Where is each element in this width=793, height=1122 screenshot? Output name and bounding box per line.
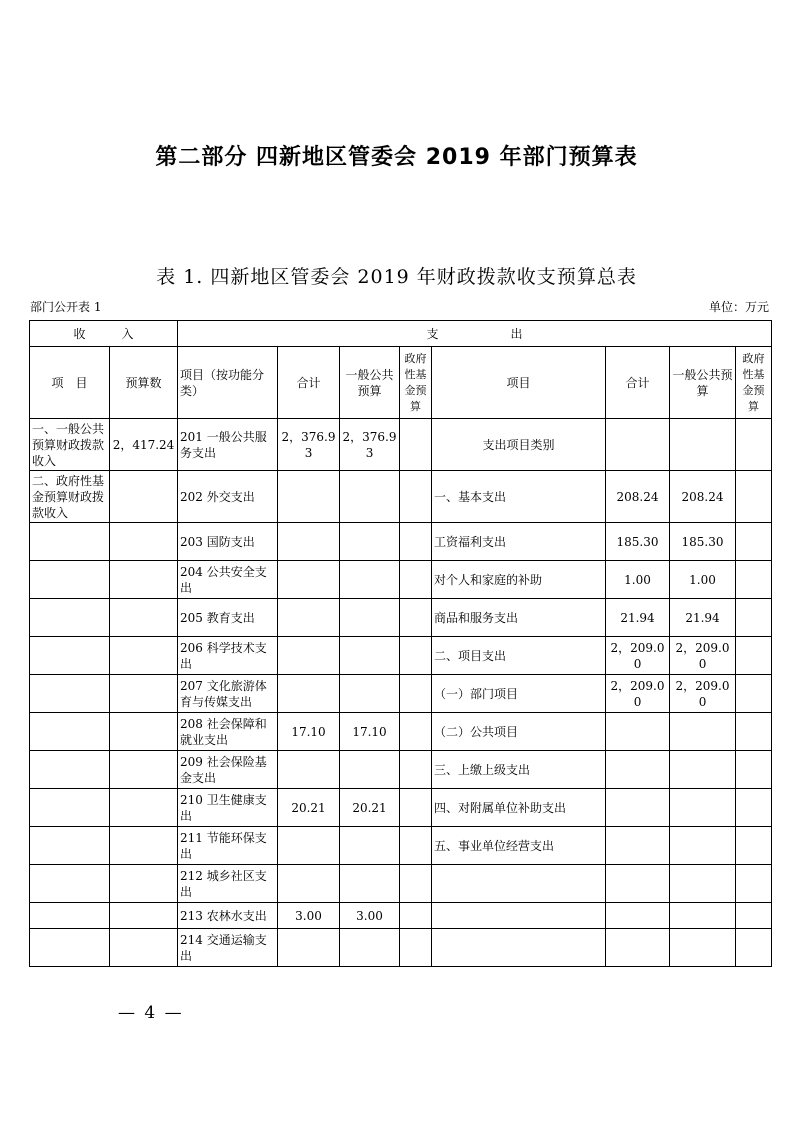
table-row — [30, 419, 772, 471]
cell-func-fund — [400, 471, 432, 523]
column-header-row — [30, 347, 772, 419]
table-row — [30, 827, 772, 865]
cell-econ-general — [670, 751, 736, 789]
cell-econ-item: （二）公共项目 — [432, 713, 606, 751]
cell-econ-item — [432, 929, 606, 967]
cell-func-item: 202 外交支出 — [178, 471, 278, 523]
cell-econ-general: 21.94 — [670, 599, 736, 637]
cell-econ-fund — [736, 419, 772, 471]
page-number: — 4 — — [118, 1003, 184, 1023]
cell-func-fund — [400, 599, 432, 637]
table-row — [30, 561, 772, 599]
cell-func-item: 205 教育支出 — [178, 599, 278, 637]
cell-func-general: 3.00 — [340, 903, 400, 929]
cell-func-item: 211 节能环保支出 — [178, 827, 278, 865]
table-row — [30, 523, 772, 561]
cell-income-amount — [110, 471, 178, 523]
cell-econ-fund — [736, 599, 772, 637]
cell-econ-general: 208.24 — [670, 471, 736, 523]
cell-econ-fund — [736, 523, 772, 561]
cell-func-general — [340, 471, 400, 523]
cell-income-item — [30, 751, 110, 789]
table-title: 表 1. 四新地区管委会 2019 年财政拨款收支预算总表 — [156, 266, 637, 288]
cell-econ-item: 支出项目类别 — [432, 419, 606, 471]
cell-func-item: 206 科学技术支出 — [178, 637, 278, 675]
cell-income-item — [30, 789, 110, 827]
cell-econ-fund — [736, 929, 772, 967]
cell-func-total: 17.10 — [278, 713, 340, 751]
cell-income-amount — [110, 637, 178, 675]
cell-income-item — [30, 675, 110, 713]
cell-income-item — [30, 713, 110, 751]
form-number: 部门公开表 1 — [30, 300, 102, 314]
cell-econ-general — [670, 713, 736, 751]
cell-econ-total — [606, 903, 670, 929]
cell-func-item: 208 社会保障和就业支出 — [178, 713, 278, 751]
cell-income-amount — [110, 827, 178, 865]
cell-income-item — [30, 561, 110, 599]
cell-func-general — [340, 599, 400, 637]
cell-income-amount — [110, 929, 178, 967]
cell-income-amount — [110, 751, 178, 789]
cell-income-amount — [110, 675, 178, 713]
cell-econ-fund — [736, 865, 772, 903]
cell-func-general — [340, 561, 400, 599]
cell-econ-item — [432, 903, 606, 929]
cell-func-general: 2，376.93 — [340, 419, 400, 471]
cell-econ-item: 五、事业单位经营支出 — [432, 827, 606, 865]
header-econ-item: 项目 — [432, 347, 606, 419]
cell-econ-fund — [736, 903, 772, 929]
cell-func-item: 214 交通运输支出 — [178, 929, 278, 967]
cell-income-amount — [110, 789, 178, 827]
cell-income-amount — [110, 713, 178, 751]
cell-econ-general: 2，209.00 — [670, 637, 736, 675]
cell-econ-general: 1.00 — [670, 561, 736, 599]
cell-func-item: 209 社会保险基金支出 — [178, 751, 278, 789]
cell-func-general — [340, 637, 400, 675]
header-func-fund: 政府性基金预算 — [400, 347, 432, 419]
cell-econ-total: 2，209.00 — [606, 637, 670, 675]
cell-func-fund — [400, 419, 432, 471]
cell-func-total — [278, 751, 340, 789]
cell-func-fund — [400, 903, 432, 929]
cell-econ-total — [606, 865, 670, 903]
cell-econ-fund — [736, 675, 772, 713]
cell-income-amount: 2，417.24 — [110, 419, 178, 471]
cell-econ-item — [432, 865, 606, 903]
income-group-header: 收 入 — [30, 321, 178, 347]
cell-func-general — [340, 675, 400, 713]
cell-income-amount — [110, 561, 178, 599]
cell-func-total — [278, 523, 340, 561]
cell-econ-item: 四、对附属单位补助支出 — [432, 789, 606, 827]
header-income-amount: 预算数 — [110, 347, 178, 419]
cell-func-item: 212 城乡社区支出 — [178, 865, 278, 903]
unit-label: 单位：万元 — [708, 300, 769, 314]
cell-func-total — [278, 675, 340, 713]
cell-income-amount — [110, 865, 178, 903]
cell-econ-general: 185.30 — [670, 523, 736, 561]
cell-func-total: 20.21 — [278, 789, 340, 827]
cell-econ-general — [670, 419, 736, 471]
cell-income-item — [30, 637, 110, 675]
cell-econ-item: （一）部门项目 — [432, 675, 606, 713]
cell-econ-general — [670, 827, 736, 865]
cell-func-total — [278, 637, 340, 675]
cell-income-item — [30, 523, 110, 561]
cell-income-amount — [110, 599, 178, 637]
header-econ-general: 一般公共预算 — [670, 347, 736, 419]
cell-income-item — [30, 599, 110, 637]
cell-income-item: 二、政府性基金预算财政拨款收入 — [30, 471, 110, 523]
cell-econ-total — [606, 713, 670, 751]
cell-econ-fund — [736, 637, 772, 675]
cell-econ-total — [606, 419, 670, 471]
cell-func-item: 204 公共安全支出 — [178, 561, 278, 599]
part-title: 第二部分 四新地区管委会 2019 年部门预算表 — [155, 145, 638, 170]
cell-econ-total: 1.00 — [606, 561, 670, 599]
cell-func-general: 17.10 — [340, 713, 400, 751]
cell-econ-total: 21.94 — [606, 599, 670, 637]
table-row — [30, 865, 772, 903]
cell-econ-general — [670, 789, 736, 827]
table-row — [30, 789, 772, 827]
cell-econ-total: 2，209.00 — [606, 675, 670, 713]
table-row — [30, 751, 772, 789]
header-func-item: 项目（按功能分类） — [178, 347, 278, 419]
table-row — [30, 675, 772, 713]
table-row — [30, 903, 772, 929]
cell-func-fund — [400, 713, 432, 751]
cell-func-general — [340, 827, 400, 865]
cell-func-total — [278, 929, 340, 967]
cell-econ-fund — [736, 561, 772, 599]
table-row — [30, 637, 772, 675]
cell-func-total — [278, 827, 340, 865]
budget-table — [29, 320, 772, 967]
cell-func-general — [340, 929, 400, 967]
cell-econ-item: 工资福利支出 — [432, 523, 606, 561]
header-func-total: 合计 — [278, 347, 340, 419]
cell-econ-total — [606, 929, 670, 967]
cell-func-fund — [400, 523, 432, 561]
cell-func-fund — [400, 929, 432, 967]
cell-income-amount — [110, 903, 178, 929]
cell-func-item: 201 一般公共服务支出 — [178, 419, 278, 471]
cell-econ-fund — [736, 471, 772, 523]
cell-income-item — [30, 929, 110, 967]
table-row — [30, 471, 772, 523]
cell-func-fund — [400, 751, 432, 789]
cell-econ-item: 对个人和家庭的补助 — [432, 561, 606, 599]
cell-func-item: 203 国防支出 — [178, 523, 278, 561]
cell-econ-total: 185.30 — [606, 523, 670, 561]
cell-func-total — [278, 471, 340, 523]
cell-income-item — [30, 865, 110, 903]
cell-func-general: 20.21 — [340, 789, 400, 827]
cell-econ-total: 208.24 — [606, 471, 670, 523]
group-header-row — [30, 321, 772, 347]
cell-func-fund — [400, 561, 432, 599]
cell-econ-general — [670, 903, 736, 929]
cell-func-fund — [400, 675, 432, 713]
header-func-general: 一般公共预算 — [340, 347, 400, 419]
cell-func-general — [340, 523, 400, 561]
header-econ-fund: 政府性基金预算 — [736, 347, 772, 419]
cell-econ-fund — [736, 827, 772, 865]
cell-func-item: 213 农林水支出 — [178, 903, 278, 929]
cell-func-item: 207 文化旅游体育与传媒支出 — [178, 675, 278, 713]
expense-group-header: 支 出 — [178, 321, 772, 347]
cell-func-fund — [400, 865, 432, 903]
cell-econ-total — [606, 789, 670, 827]
cell-income-item — [30, 903, 110, 929]
cell-income-item — [30, 827, 110, 865]
cell-econ-item: 一、基本支出 — [432, 471, 606, 523]
cell-func-fund — [400, 789, 432, 827]
cell-func-item: 210 卫生健康支出 — [178, 789, 278, 827]
cell-func-general — [340, 751, 400, 789]
cell-econ-general: 2，209.00 — [670, 675, 736, 713]
cell-func-total: 3.00 — [278, 903, 340, 929]
cell-func-total — [278, 599, 340, 637]
cell-func-fund — [400, 637, 432, 675]
header-econ-total: 合计 — [606, 347, 670, 419]
table-row — [30, 713, 772, 751]
cell-econ-item: 商品和服务支出 — [432, 599, 606, 637]
table-row — [30, 929, 772, 967]
cell-econ-fund — [736, 751, 772, 789]
cell-income-item: 一、一般公共预算财政拨款收入 — [30, 419, 110, 471]
cell-econ-general — [670, 929, 736, 967]
cell-econ-item: 三、上缴上级支出 — [432, 751, 606, 789]
cell-income-amount — [110, 523, 178, 561]
cell-econ-total — [606, 827, 670, 865]
cell-func-total: 2，376.93 — [278, 419, 340, 471]
cell-func-fund — [400, 827, 432, 865]
cell-econ-fund — [736, 789, 772, 827]
cell-econ-general — [670, 865, 736, 903]
cell-func-general — [340, 865, 400, 903]
cell-econ-total — [606, 751, 670, 789]
cell-func-total — [278, 561, 340, 599]
cell-func-total — [278, 865, 340, 903]
table-row — [30, 599, 772, 637]
header-income-item: 项 目 — [30, 347, 110, 419]
cell-econ-fund — [736, 713, 772, 751]
cell-econ-item: 二、项目支出 — [432, 637, 606, 675]
